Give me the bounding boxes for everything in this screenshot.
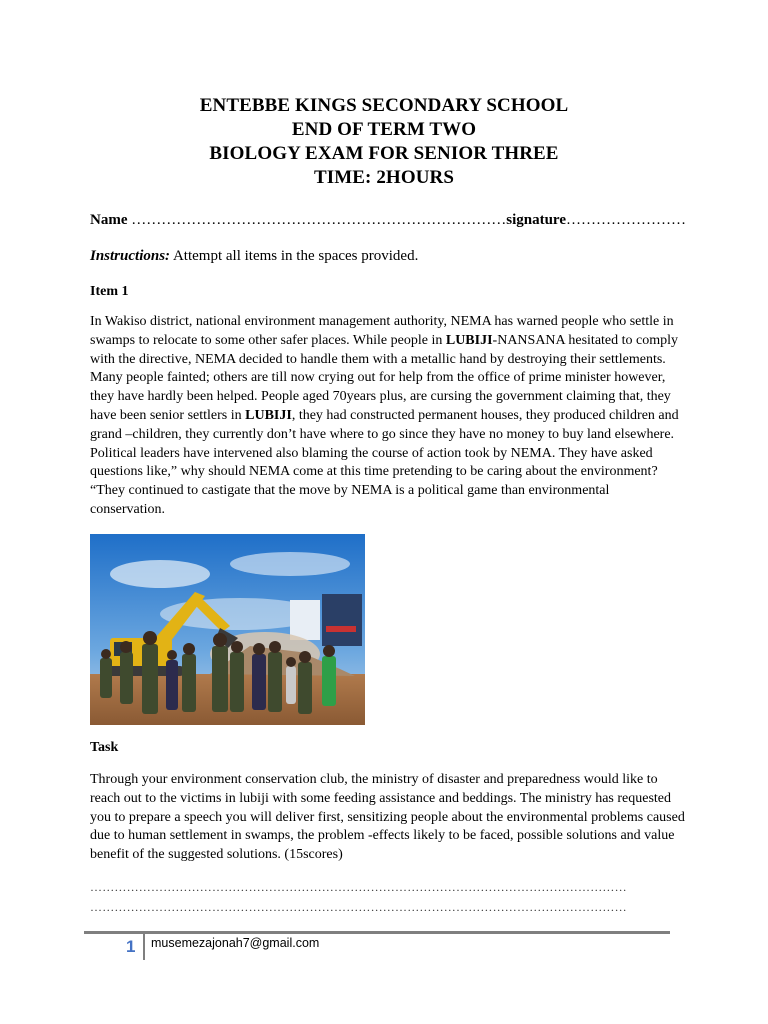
- signature-label: signature: [506, 212, 566, 228]
- instructions-label: Instructions:: [90, 248, 171, 264]
- task-text: [90, 771, 690, 865]
- task-line: due to human settlement in swamps, the problem -effects likely to be faced, possible solutions and value: [90, 828, 675, 844]
- exam-title: BIOLOGY EXAM FOR SENIOR THREE: [209, 143, 559, 164]
- exam-time: TIME: 2HOURS: [313, 167, 455, 188]
- passage-text: -NANSANA hesitated to comply: [492, 332, 679, 348]
- exam-header: [90, 94, 678, 190]
- passage-line: with the directive, NEMA decided to handle them with a metallic hand by destroying their settlements.: [90, 351, 666, 367]
- passage-line: conservation.: [90, 501, 166, 517]
- passage-line: they have hardly been helped. People aged 70years plus, are cursing the government claiming that, they: [90, 389, 671, 405]
- passage-line: Political leaders have intervened also blaming the course of action took by NEMA. They have asked: [90, 445, 653, 461]
- task-line: benefit of the suggested solutions. (15scores): [90, 847, 343, 863]
- answer-line[interactable]: ……………………………………………………………………………………………………………………: [90, 900, 627, 914]
- task-line: Through your environment conservation club, the ministry of disaster and preparedness would like to: [90, 772, 658, 787]
- item-passage: [90, 313, 680, 520]
- task-title: Task: [90, 740, 119, 755]
- passage-line: [90, 407, 680, 426]
- name-label: Name: [90, 212, 128, 228]
- term-title: END OF TERM TWO: [291, 119, 477, 140]
- page-number: 1: [126, 937, 136, 956]
- passage-text: swamps to relocate to some other safer places. While people in: [90, 332, 446, 348]
- passage-line: “They continued to castigate that the move by NEMA is a political game than environmental: [90, 483, 610, 499]
- instructions: [90, 248, 418, 265]
- answer-line[interactable]: ……………………………………………………………………………………………………………………: [90, 880, 627, 894]
- footer-divider: [143, 934, 145, 960]
- place-name: LUBIJI: [445, 332, 493, 348]
- passage-line: grand –children, they currently don’t have where to go since they have no money to buy land elsewhere.: [90, 426, 675, 442]
- eviction-photo: [90, 534, 365, 725]
- school-name: ENTEBBE KINGS SECONDARY SCHOOL: [199, 95, 569, 116]
- passage-text: have been senior settlers in: [90, 407, 246, 423]
- passage-line: questions like,” why should NEMA come at this time pretending to be caring about the environment?: [90, 464, 658, 480]
- instructions-text: Attempt all items in the spaces provided.: [170, 248, 419, 264]
- passage-line: [90, 332, 680, 351]
- name-blank: …………………………………………………………………: [127, 212, 507, 228]
- footer-email: musemezajonah7@gmail.com: [151, 936, 320, 950]
- task-line: you to prepare a speech you will deliver first, sensitizing people about the environmental problems caused: [90, 809, 685, 825]
- signature-blank: ……………………: [565, 212, 686, 228]
- item-title: Item 1: [90, 284, 129, 299]
- passage-line: In Wakiso district, national environment management authority, NEMA has warned people who settle in: [90, 314, 674, 329]
- place-name: LUBIJI: [245, 407, 292, 423]
- task-line: reach out to the victims in lubiji with some feeding assistance and beddings. The ministry has requested: [90, 790, 672, 806]
- passage-line: Many people fainted; others are till now crying out for help from the office of prime minister however,: [90, 370, 666, 386]
- passage-text: , they had constructed permanent houses, they produced children and: [291, 407, 679, 423]
- name-signature-line: [90, 212, 690, 229]
- footer-rule: [84, 931, 670, 934]
